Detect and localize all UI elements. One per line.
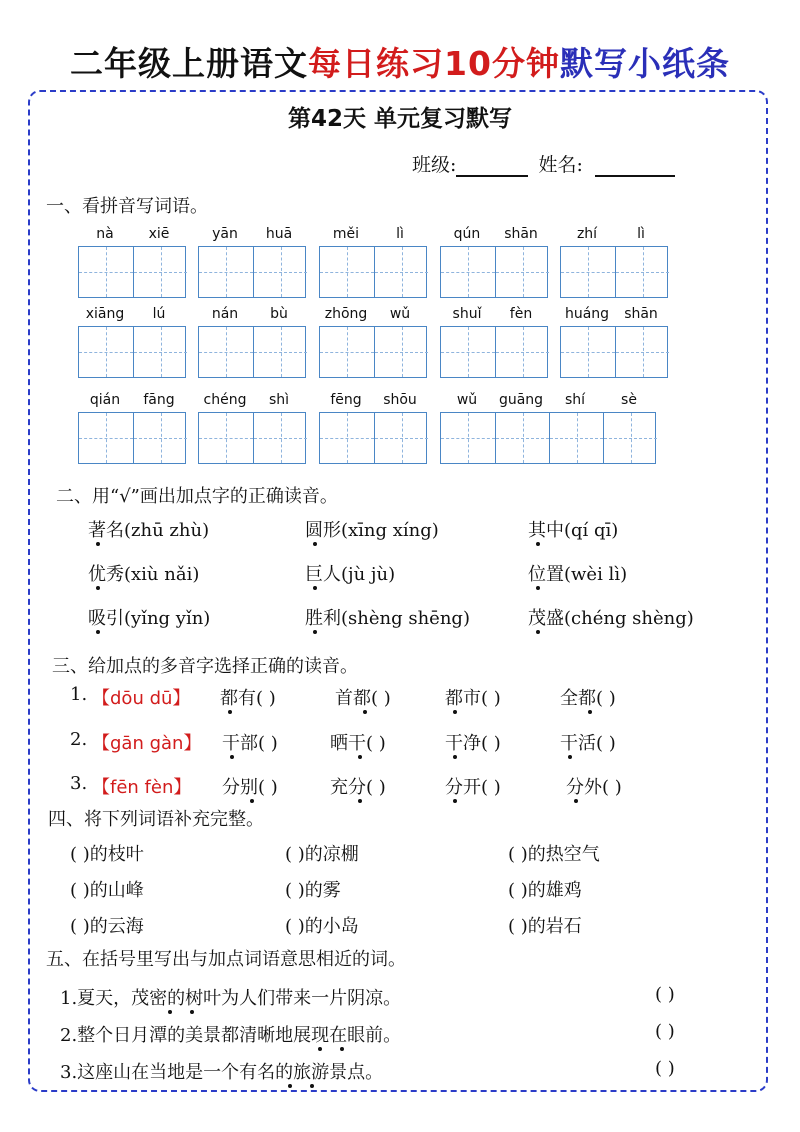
- emphasis-dot: [536, 586, 540, 590]
- pinyin-label: fèn: [509, 306, 533, 322]
- tianzige-cell[interactable]: [615, 247, 669, 297]
- tianzige-box[interactable]: [319, 326, 427, 378]
- fill-phrase-item[interactable]: ( )的枝叶: [70, 844, 144, 865]
- tianzige-cell[interactable]: [79, 247, 133, 297]
- tianzige-cell[interactable]: [133, 413, 187, 463]
- pinyin-label: chéng: [203, 392, 247, 408]
- tianzige-box[interactable]: [198, 246, 306, 298]
- polyphone-word: 干活( ): [560, 733, 616, 754]
- polyphone-word: 分开( ): [445, 777, 501, 798]
- tianzige-cell[interactable]: [253, 413, 307, 463]
- pinyin-label: shān: [504, 226, 538, 242]
- pinyin-label: qián: [89, 392, 121, 408]
- tianzige-box[interactable]: [319, 412, 427, 464]
- pinyin-label: shōu: [383, 392, 417, 408]
- emphasis-dot: [168, 1010, 172, 1014]
- fill-phrase-item[interactable]: ( )的凉棚: [285, 844, 359, 865]
- pinyin-label: fēng: [330, 392, 362, 408]
- tianzige-cell[interactable]: [374, 327, 428, 377]
- polyphone-word: 干部( ): [222, 733, 278, 754]
- synonym-sentence: 3.这座山在当地是一个有名的旅游景点。: [60, 1062, 384, 1083]
- reading-choice-item: 著名(zhū zhù): [88, 520, 210, 541]
- tianzige-cell[interactable]: [79, 327, 133, 377]
- emphasis-dot: [588, 710, 592, 714]
- row-number: 2.: [70, 729, 88, 750]
- tianzige-cell[interactable]: [441, 413, 495, 463]
- answer-blank[interactable]: ( ): [655, 1058, 675, 1079]
- emphasis-dot: [568, 755, 572, 759]
- emphasis-dot: [228, 710, 232, 714]
- tianzige-box[interactable]: [78, 326, 186, 378]
- pinyin-label: měi: [332, 226, 360, 242]
- tianzige-box[interactable]: [198, 326, 306, 378]
- tianzige-cell[interactable]: [561, 247, 615, 297]
- tianzige-cell[interactable]: [374, 247, 428, 297]
- pinyin-label: zhōng: [324, 306, 368, 322]
- fill-phrase-item[interactable]: ( )的雄鸡: [508, 880, 582, 901]
- pinyin-label: lú: [152, 306, 166, 322]
- fill-phrase-item[interactable]: ( )的小岛: [285, 916, 359, 937]
- tianzige-cell[interactable]: [615, 327, 669, 377]
- emphasis-dot: [358, 755, 362, 759]
- pinyin-label: nà: [96, 226, 114, 242]
- polyphone-word: 都市( ): [445, 688, 501, 709]
- pinyin-label: lì: [637, 226, 645, 242]
- section-1-heading: 一、看拼音写词语。: [46, 196, 208, 217]
- emphasis-dot: [453, 755, 457, 759]
- pinyin-label: nán: [211, 306, 239, 322]
- tianzige-cell[interactable]: [199, 327, 253, 377]
- tianzige-cell[interactable]: [320, 413, 374, 463]
- name-label: 姓名:: [538, 154, 583, 176]
- tianzige-cell[interactable]: [79, 413, 133, 463]
- reading-choice-item: 吸引(yǐng yǐn): [88, 608, 211, 629]
- tianzige-box[interactable]: [560, 326, 668, 378]
- tianzige-box[interactable]: [78, 246, 186, 298]
- fill-phrase-item[interactable]: ( )的岩石: [508, 916, 582, 937]
- reading-choice-item: 位置(wèi lì): [528, 564, 628, 585]
- pinyin-label: wǔ: [389, 306, 411, 322]
- pinyin-label: lì: [396, 226, 404, 242]
- tianzige-cell[interactable]: [199, 413, 253, 463]
- tianzige-box[interactable]: [440, 246, 548, 298]
- polyphone-word: 晒干( ): [330, 733, 386, 754]
- row-number: 1.: [70, 684, 88, 705]
- polyphone-word: 充分( ): [330, 777, 386, 798]
- fill-phrase-item[interactable]: ( )的山峰: [70, 880, 144, 901]
- pinyin-options: 【dōu dū】: [92, 688, 191, 709]
- emphasis-dot: [313, 630, 317, 634]
- synonym-sentence: 2.整个日月潭的美景都清晰地展现在眼前。: [60, 1025, 402, 1046]
- row-number: 3.: [70, 773, 88, 794]
- pinyin-label: shān: [624, 306, 658, 322]
- tianzige-cell[interactable]: [253, 247, 307, 297]
- pinyin-options: 【fēn fèn】: [92, 777, 192, 798]
- pinyin-label: guāng: [498, 392, 544, 408]
- pinyin-label: xiē: [148, 226, 170, 242]
- tianzige-box[interactable]: [198, 412, 306, 464]
- tianzige-box[interactable]: [319, 246, 427, 298]
- pinyin-options: 【gān gàn】: [92, 733, 202, 754]
- pinyin-label: shí: [564, 392, 586, 408]
- emphasis-dot: [96, 586, 100, 590]
- tianzige-cell[interactable]: [133, 247, 187, 297]
- emphasis-dot: [313, 542, 317, 546]
- emphasis-dot: [288, 1084, 292, 1088]
- answer-blank[interactable]: ( ): [655, 1021, 675, 1042]
- pinyin-label: wǔ: [456, 392, 478, 408]
- synonym-sentence: 1.夏天，茂密的树叶为人们带来一片阴凉。: [60, 988, 402, 1009]
- tianzige-cell[interactable]: [549, 413, 603, 463]
- emphasis-dot: [190, 1010, 194, 1014]
- emphasis-dot: [536, 542, 540, 546]
- pinyin-label: huáng: [564, 306, 610, 322]
- pinyin-label: yān: [212, 226, 238, 242]
- polyphone-word: 都有( ): [220, 688, 276, 709]
- reading-choice-item: 巨人(jù jù): [305, 564, 396, 585]
- pinyin-label: bù: [270, 306, 288, 322]
- emphasis-dot: [453, 799, 457, 803]
- worksheet-title: 第42天 单元复习默写: [287, 106, 512, 132]
- emphasis-dot: [96, 630, 100, 634]
- section-2-heading: 二、用“√”画出加点字的正确读音。: [56, 486, 338, 507]
- emphasis-dot: [313, 586, 317, 590]
- emphasis-dot: [250, 799, 254, 803]
- tianzige-cell[interactable]: [561, 327, 615, 377]
- fill-phrase-item[interactable]: ( )的云海: [70, 916, 144, 937]
- emphasis-dot: [318, 1047, 322, 1051]
- fill-phrase-item[interactable]: ( )的雾: [285, 880, 341, 901]
- tianzige-box[interactable]: [560, 246, 668, 298]
- pinyin-label: huā: [265, 226, 293, 242]
- header-dictation: 默写小纸条: [559, 44, 730, 83]
- emphasis-dot: [340, 1047, 344, 1051]
- answer-blank[interactable]: ( ): [655, 984, 675, 1005]
- pinyin-label: shuǐ: [452, 306, 482, 322]
- reading-choice-item: 圆形(xīng xíng): [305, 520, 439, 541]
- pinyin-label: xiāng: [85, 306, 125, 322]
- emphasis-dot: [310, 1084, 314, 1088]
- tianzige-cell[interactable]: [441, 247, 495, 297]
- reading-choice-item: 其中(qí qī): [528, 520, 619, 541]
- tianzige-cell[interactable]: [603, 413, 657, 463]
- emphasis-dot: [230, 755, 234, 759]
- class-label: 班级:: [412, 154, 457, 176]
- tianzige-cell[interactable]: [495, 327, 549, 377]
- name-row: [412, 150, 675, 177]
- class-blank[interactable]: [456, 155, 528, 177]
- tianzige-cell[interactable]: [374, 413, 428, 463]
- emphasis-dot: [358, 799, 362, 803]
- polyphone-word: 全都( ): [560, 688, 616, 709]
- tianzige-cell[interactable]: [199, 247, 253, 297]
- reading-choice-item: 优秀(xiù nǎi): [88, 564, 200, 585]
- tianzige-cell[interactable]: [133, 327, 187, 377]
- emphasis-dot: [453, 710, 457, 714]
- reading-choice-item: 茂盛(chéng shèng): [528, 608, 694, 629]
- pinyin-label: shì: [268, 392, 290, 408]
- reading-choice-item: 胜利(shèng shēng): [305, 608, 470, 629]
- polyphone-word: 分别( ): [222, 777, 278, 798]
- page-header: [0, 38, 800, 85]
- fill-phrase-item[interactable]: ( )的热空气: [508, 844, 600, 865]
- emphasis-dot: [536, 630, 540, 634]
- tianzige-box[interactable]: [440, 412, 656, 464]
- pinyin-label: fāng: [143, 392, 175, 408]
- tianzige-cell[interactable]: [320, 327, 374, 377]
- section-5-heading: 五、在括号里写出与加点词语意思相近的词。: [46, 949, 406, 970]
- section-3-heading: 三、给加点的多音字选择正确的读音。: [52, 656, 358, 677]
- polyphone-word: 首都( ): [335, 688, 391, 709]
- emphasis-dot: [363, 710, 367, 714]
- pinyin-label: qún: [453, 226, 481, 242]
- header-practice: 每日练习10分钟: [308, 44, 560, 83]
- emphasis-dot: [574, 799, 578, 803]
- tianzige-cell[interactable]: [495, 247, 549, 297]
- tianzige-box[interactable]: [78, 412, 186, 464]
- pinyin-label: sè: [621, 392, 637, 408]
- tianzige-cell[interactable]: [253, 327, 307, 377]
- tianzige-cell[interactable]: [320, 247, 374, 297]
- tianzige-box[interactable]: [440, 326, 548, 378]
- name-blank[interactable]: [595, 155, 675, 177]
- section-4-heading: 四、将下列词语补充完整。: [48, 809, 264, 830]
- tianzige-cell[interactable]: [441, 327, 495, 377]
- pinyin-label: zhí: [576, 226, 598, 242]
- emphasis-dot: [96, 542, 100, 546]
- polyphone-word: 干净( ): [445, 733, 501, 754]
- polyphone-word: 分外( ): [566, 777, 622, 798]
- header-grade: 二年级上册语文: [70, 44, 309, 83]
- tianzige-cell[interactable]: [495, 413, 549, 463]
